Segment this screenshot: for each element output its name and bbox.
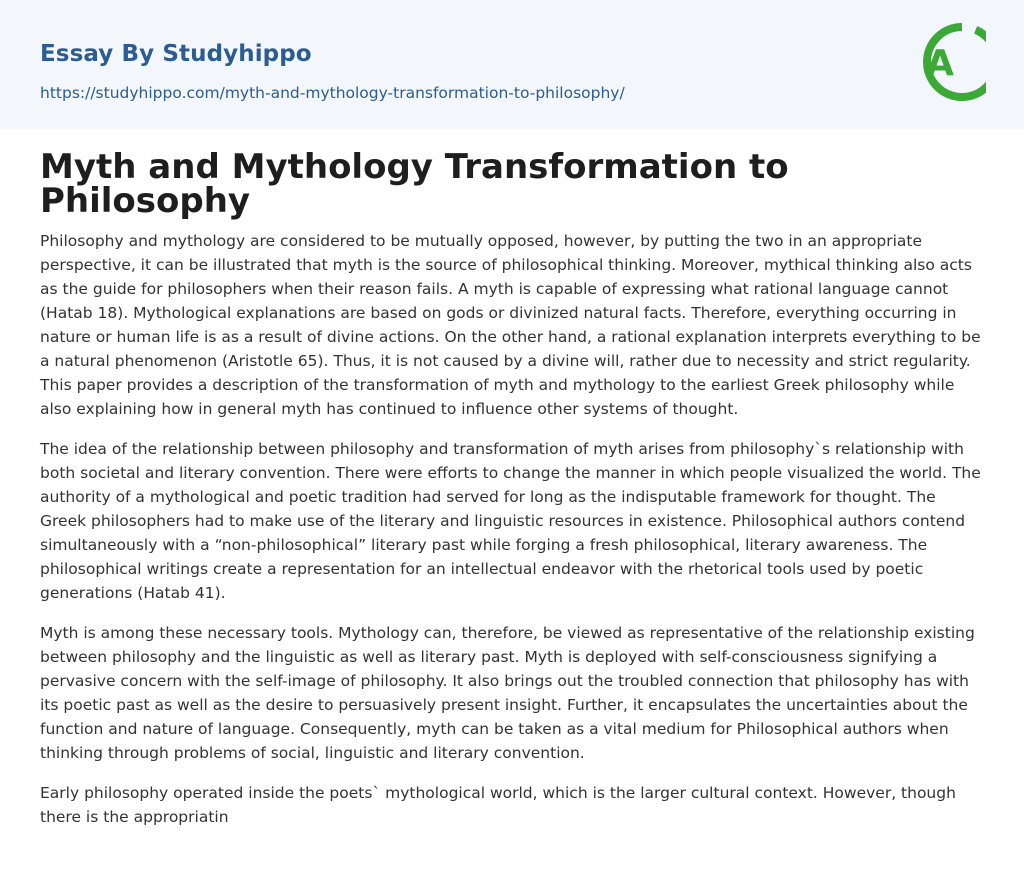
- paragraph-4: Early philosophy operated inside the poets` mythological world, which is the larger cultural context. However, though there is the appropriatin: [40, 784, 956, 826]
- article-title: Myth and Mythology Transformation to Philosophy: [40, 147, 789, 221]
- paragraph-2: The idea of the relationship between philosophy and transformation of myth arises from philosophy`s relationship with both societal and literary convention. There were efforts to change the manner in which people visualized the world. The authority of a mythological and poetic tradition had served for long as the indisputable framework for thought. The Greek philosophers had to make use of the literary and linguistic resources in existence. Philosophical authors contend simultaneously with a “non-philosophical” literary past while forging a fresh philosophical, literary awareness. The philosophical writings create a representation for an intellectual endeavor with the rhetorical tools used by poetic generations (Hatab 41).: [40, 440, 981, 602]
- paragraph-3: Myth is among these necessary tools. Mythology can, therefore, be viewed as representative of the relationship existing between philosophy and the linguistic as well as literary past. Myth is deployed with self-consciousness signifying a pervasive concern with the self-image of philosophy. It also brings out the troubled connection that philosophy has with its poetic past as well as the desire to persuasively present insight. Further, it encapsulates the uncertainties about the function and nature of language. Consequently, myth can be taken as a vital medium for Philosophical authors when thinking through problems of social, linguistic and literary convention.: [40, 624, 975, 762]
- studyhippo-logo-icon[interactable]: [912, 19, 986, 105]
- page-url-link[interactable]: https://studyhippo.com/myth-and-mythology-transformation-to-philosophy/: [40, 84, 625, 102]
- article-body: [40, 147, 984, 829]
- site-header: [0, 0, 1024, 129]
- logo-letter: A: [926, 43, 954, 84]
- paragraph-1: Philosophy and mythology are considered to be mutually opposed, however, by putting the two in an appropriate perspective, it can be illustrated that myth is the source of philosophical thinking. Moreover, mythical thinking also acts as the guide for philosophers when their reason fails. A myth is capable of expressing what rational language cannot (Hatab 18). Mythological explanations are based on gods or divinized natural facts. Therefore, everything occurring in nature or human life is as a result of divine actions. On the other hand, a rational explanation interprets everything to be a natural phenomenon (Aristotle 65). Thus, it is not caused by a divine will, rather due to necessity and strict regularity. This paper provides a description of the transformation of myth and mythology to the earliest Greek philosophy while also explaining how in general myth has continued to influence other systems of thought.: [40, 232, 981, 418]
- site-brand[interactable]: Essay By Studyhippo: [40, 41, 312, 67]
